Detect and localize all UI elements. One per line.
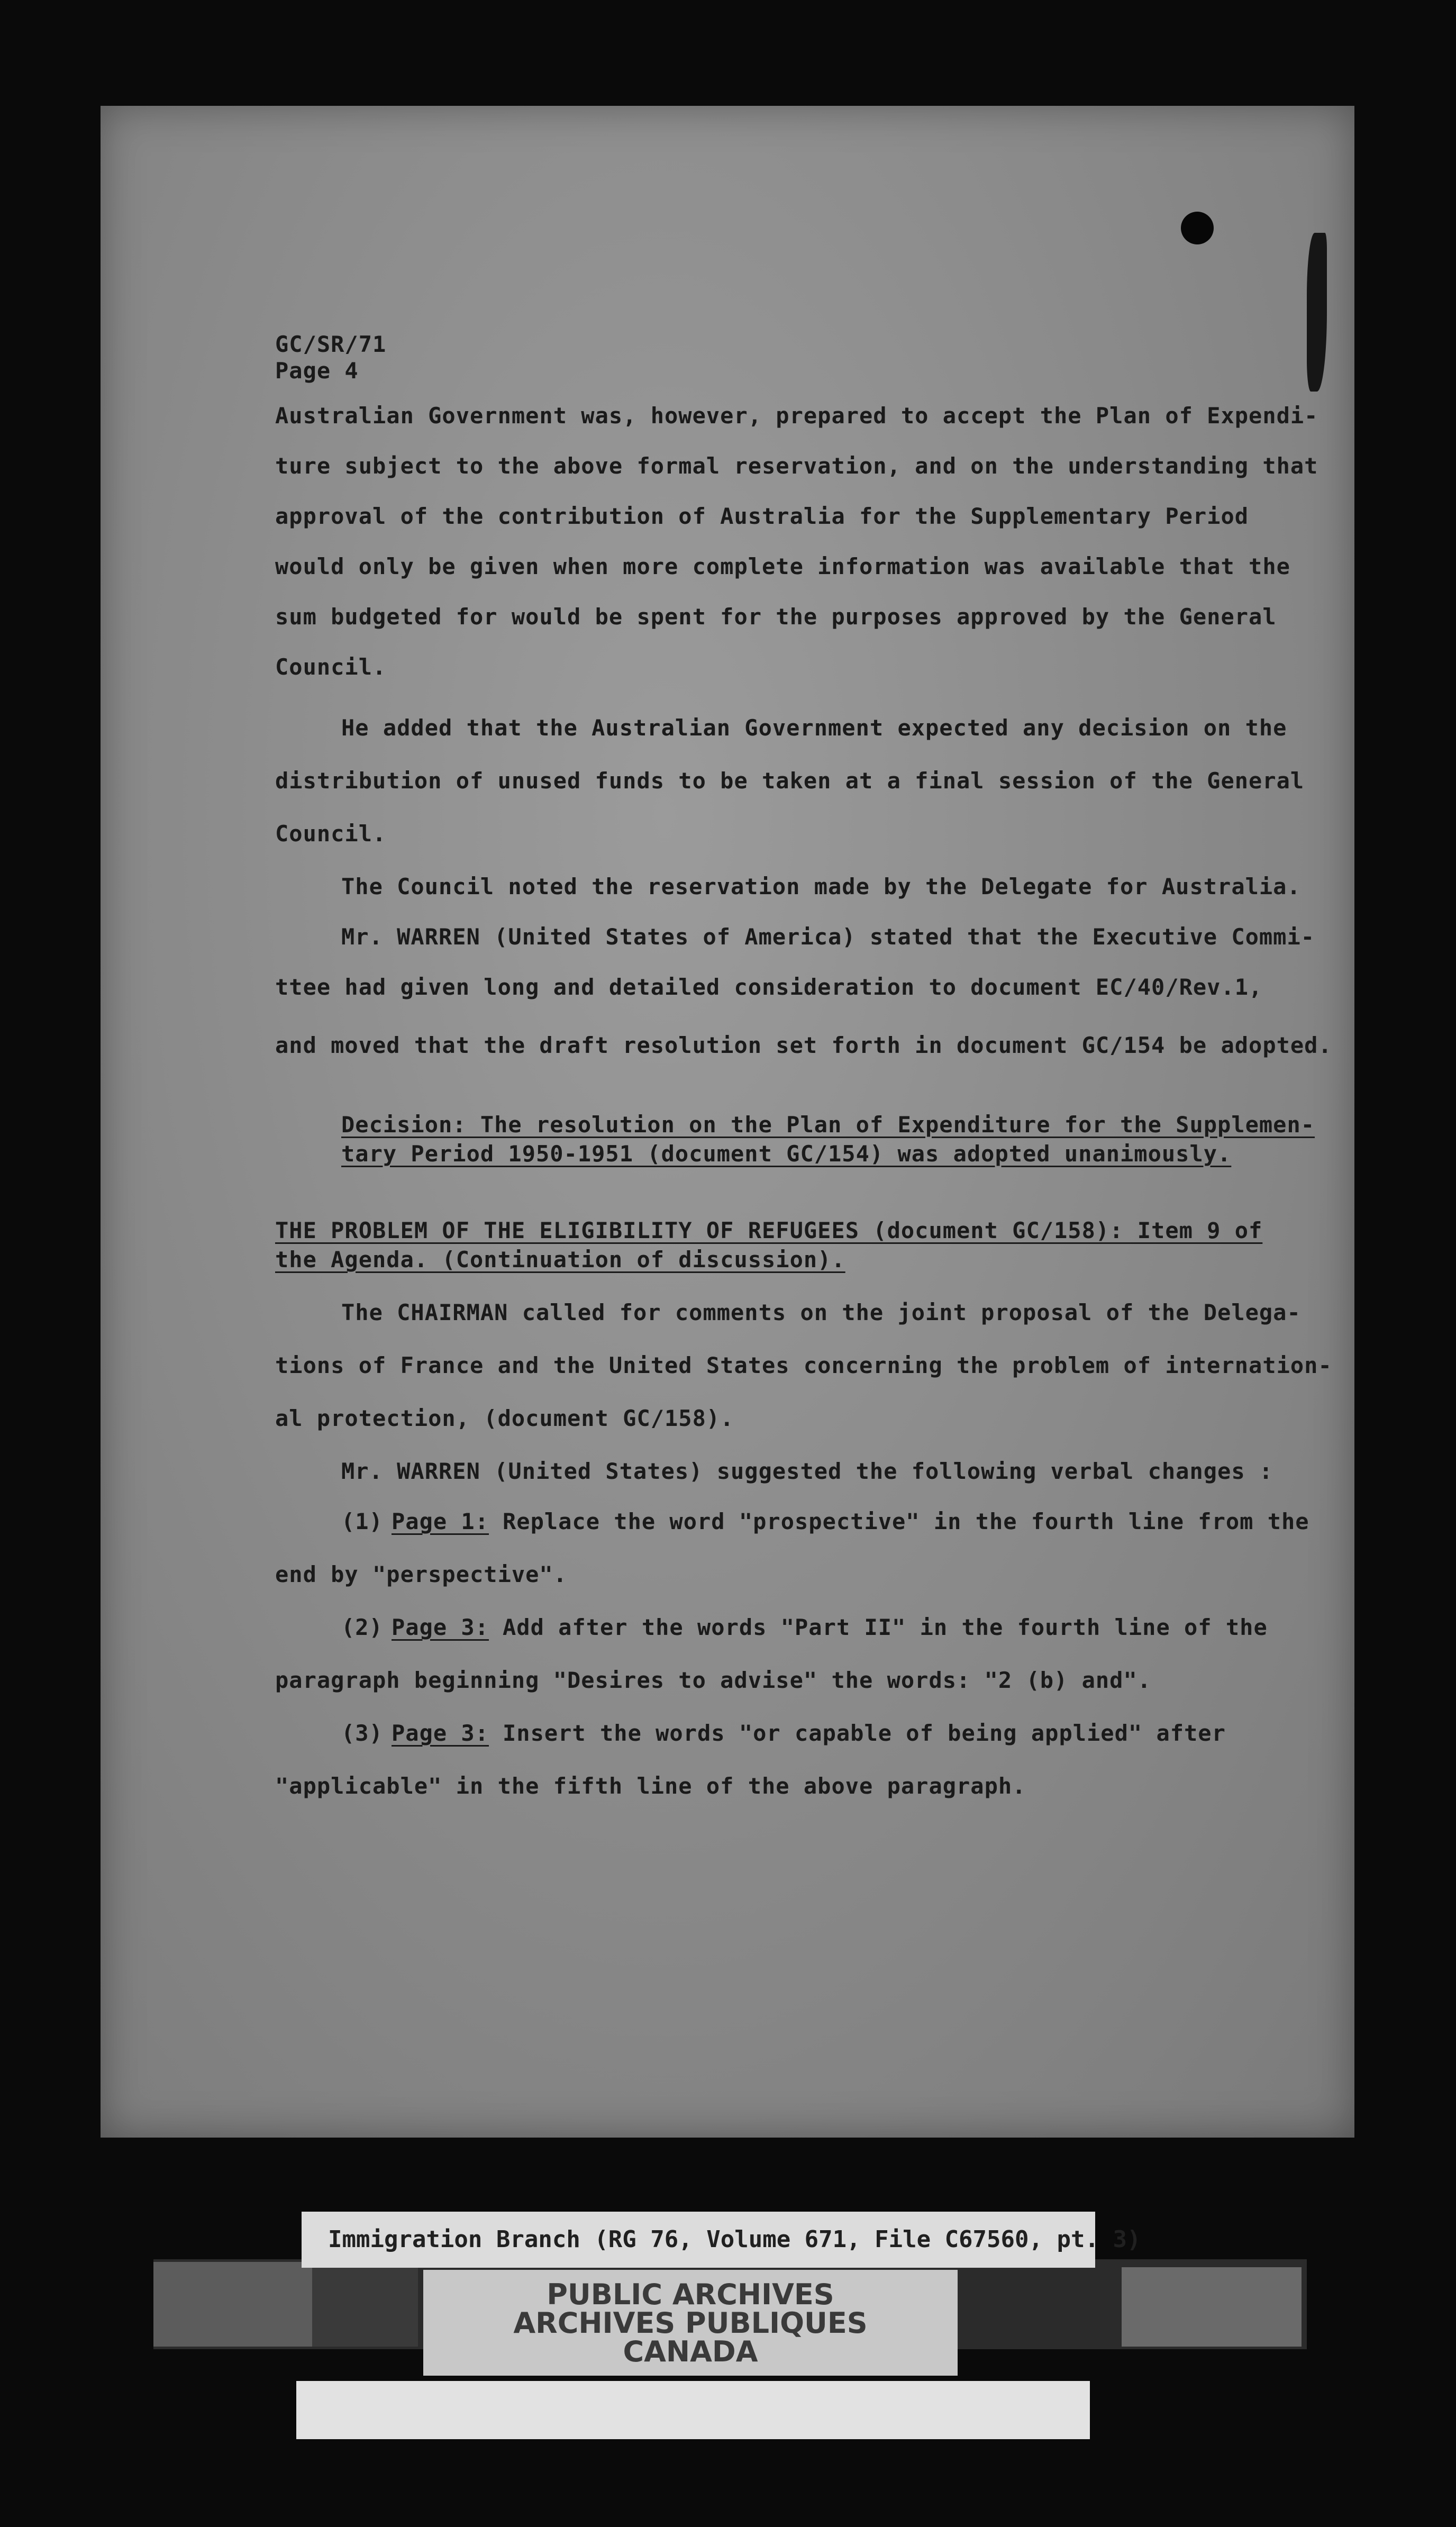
document-id: GC/SR/71 (275, 331, 387, 357)
change-3-continuation: "applicable" in the fifth line of the above paragraph. (275, 1773, 1026, 1799)
change-2-page-ref: Page 3: (392, 1614, 489, 1640)
archive-bottom-bar (296, 2381, 1090, 2439)
paragraph-2-line-1: He added that the Australian Government expected any decision on the (341, 715, 1287, 741)
paragraph-1-line-1: Australian Government was, however, prepared to accept the Plan of Expendi- (275, 403, 1318, 429)
change-1-number: (1) (341, 1508, 383, 1534)
paragraph-4-line-3: and moved that the draft resolution set forth in document GC/154 be adopted. (275, 1032, 1332, 1058)
paragraph-1-line-3: approval of the contribution of Australia for the Supplementary Period (275, 503, 1249, 529)
punch-hole (1181, 212, 1214, 244)
change-2-text: Add after the words "Part II" in the fourth line of the (503, 1614, 1268, 1640)
archive-stamp (423, 2270, 958, 2376)
archive-stamp-line-1: PUBLIC ARCHIVES (547, 2278, 834, 2311)
paragraph-3: The Council noted the reservation made by the Delegate for Australia. (341, 874, 1301, 899)
change-1-continuation: end by "perspective". (275, 1561, 568, 1587)
change-3-number: (3) (341, 1720, 383, 1746)
change-3-page-ref: Page 3: (392, 1720, 489, 1746)
paragraph-1-line-4: would only be given when more complete information was available that the (275, 553, 1290, 579)
paragraph-5-line-3: al protection, (document GC/158). (275, 1405, 734, 1431)
paragraph-4-line-2: ttee had given long and detailed consideration to document EC/40/Rev.1, (275, 974, 1263, 1000)
archive-tape-left (153, 2262, 312, 2347)
change-1-page-ref: Page 1: (392, 1508, 489, 1534)
archive-tape-left-dark (312, 2262, 418, 2347)
change-2-number: (2) (341, 1614, 383, 1640)
decision-line-1: Decision: The resolution on the Plan of Expenditure for the Supplemen- (341, 1112, 1315, 1138)
change-3-text: Insert the words "or capable of being applied" after (503, 1720, 1226, 1746)
paragraph-2-line-3: Council. (275, 821, 387, 847)
decision-line-2: tary Period 1950-1951 (document GC/154) was adopted unanimously. (341, 1141, 1232, 1167)
archive-stamp-line-2: ARCHIVES PUBLIQUES (513, 2306, 868, 2340)
change-1-text: Replace the word "prospective" in the fourth line from the (503, 1508, 1309, 1534)
section-heading-line-1: THE PROBLEM OF THE ELIGIBILITY OF REFUGEES (document GC/158): Item 9 of (275, 1217, 1263, 1243)
page-number: Page 4 (275, 358, 359, 384)
page-edge-tear (1307, 233, 1327, 392)
paragraph-5-line-1: The CHAIRMAN called for comments on the joint proposal of the Delega- (341, 1299, 1301, 1325)
paragraph-2-line-2: distribution of unused funds to be taken at a final session of the General (275, 768, 1305, 794)
paragraph-4-line-1: Mr. WARREN (United States of America) stated that the Executive Commi- (341, 924, 1315, 950)
archive-stamp-line-3: CANADA (623, 2335, 758, 2368)
paragraph-6: Mr. WARREN (United States) suggested the following verbal changes : (341, 1458, 1273, 1484)
section-heading-line-2: the Agenda. (Continuation of discussion). (275, 1247, 845, 1272)
archive-tape-right (1122, 2267, 1302, 2347)
change-2-continuation: paragraph beginning "Desires to advise" the words: "2 (b) and". (275, 1667, 1152, 1693)
paragraph-5-line-2: tions of France and the United States concerning the problem of internation- (275, 1352, 1332, 1378)
paragraph-1-line-5: sum budgeted for would be spent for the purposes approved by the General (275, 604, 1277, 630)
paragraph-1-line-2: ture subject to the above formal reservation, and on the understanding that (275, 453, 1318, 479)
paragraph-1-line-6: Council. (275, 654, 387, 680)
archive-reference-label: Immigration Branch (RG 76, Volume 671, File C67560, pt. 3) (302, 2212, 1095, 2268)
